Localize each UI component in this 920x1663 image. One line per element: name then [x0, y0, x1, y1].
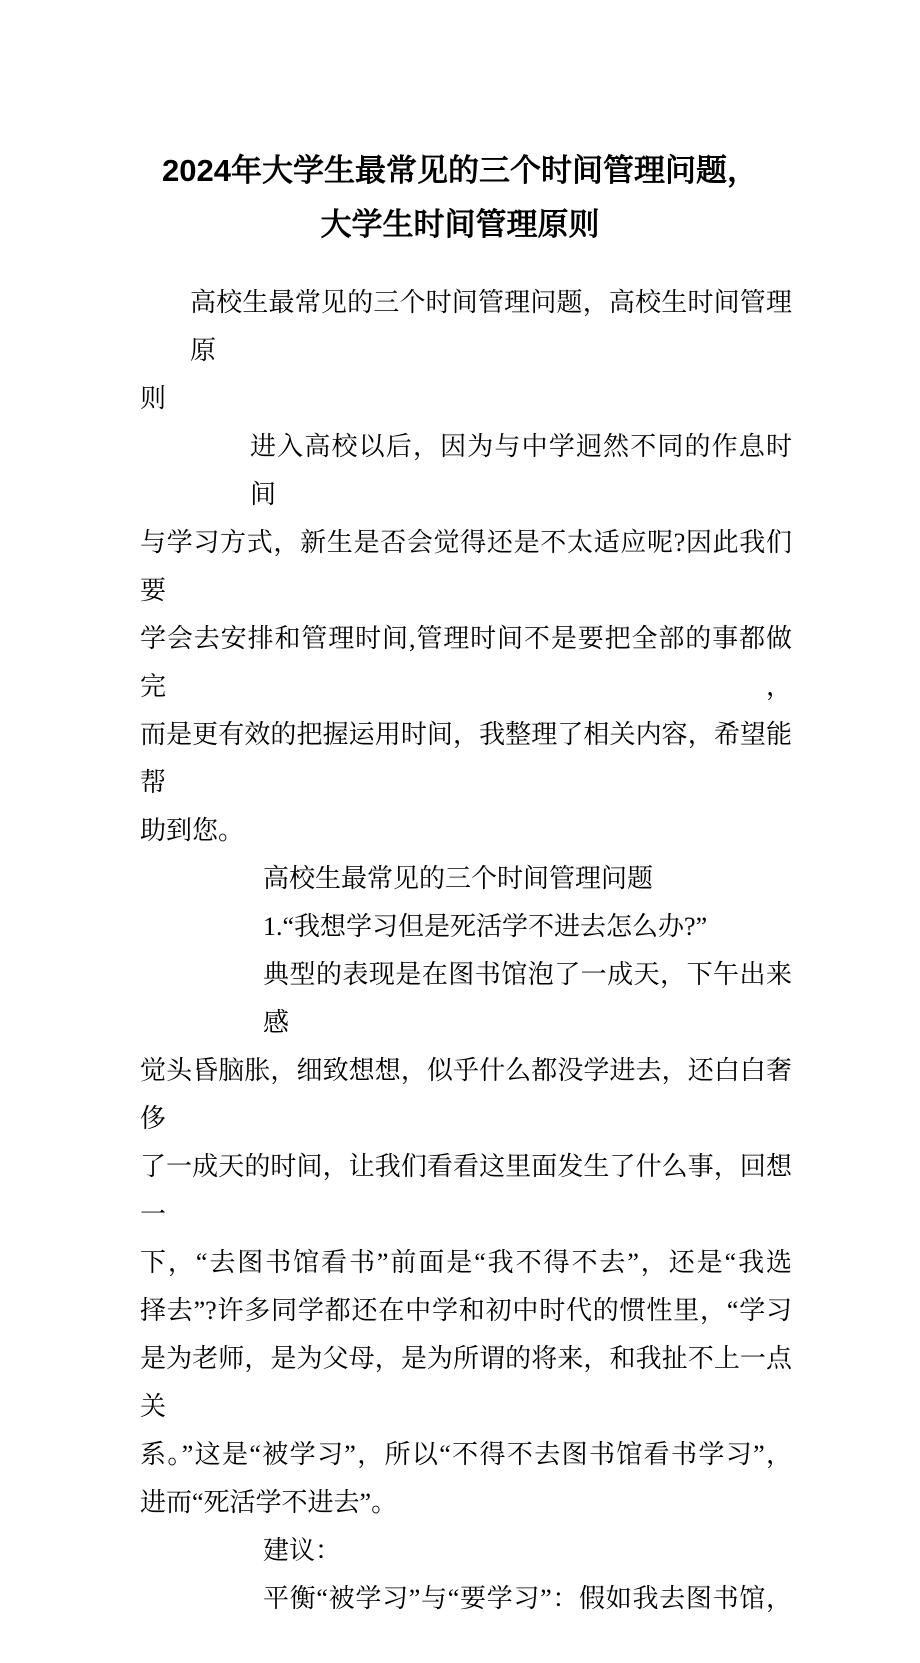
text-line: 建议： — [263, 1536, 342, 1565]
paragraph-explanation — [140, 951, 792, 1527]
section-heading — [140, 855, 792, 903]
paragraph-intro — [140, 423, 792, 855]
text-line: 了一成天的时间，让我们看看这里面发生了什么事，回想一 — [140, 1152, 792, 1229]
text-line: 进入高校以后，因为与中学迥然不同的作息时间 — [250, 432, 792, 509]
document-title-line-1: 2024年大学生最常见的三个时间管理问题， — [162, 153, 758, 188]
text-line: 而是更有效的把握运用时间，我整理了相关内容，希望能帮 — [140, 720, 792, 797]
text-line: 择去”?许多同学都还在中学和初中时代的惯性里，“学习 — [140, 1296, 792, 1325]
question-heading — [140, 903, 792, 951]
text-line: 则 — [140, 384, 167, 413]
text-line: 平衡“被学习”与“要学习”：假如我去图书馆， — [263, 1584, 792, 1613]
text-line: 觉头昏脑胀，细致想想，似乎什么都没学进去，还白白奢侈 — [140, 1056, 792, 1133]
text-line: 1.“我想学习但是死活学不进去怎么办?” — [263, 912, 708, 941]
text-line: 助到您。 — [140, 816, 245, 845]
suggestion-label — [140, 1527, 792, 1575]
document-body — [140, 279, 792, 1623]
text-line: 系。”这是“被学习”，所以“不得不去图书馆看书学习”， — [140, 1440, 792, 1469]
text-line: 下，“去图书馆看书”前面是“我不得不去”，还是“我选 — [140, 1248, 792, 1277]
text-line: 学会去安排和管理时间,管理时间不是要把全部的事都做完， — [140, 624, 792, 701]
text-line: 与学习方式，新生是否会觉得还是不太适应呢?因此我们要 — [140, 528, 792, 605]
text-line: 是为老师，是为父母，是为所谓的将来，和我扯不上一点关 — [140, 1344, 792, 1421]
document-title-line-2: 大学生时间管理原则 — [320, 207, 600, 242]
text-line: 高校生最常见的三个时间管理问题，高校生时间管理原 — [190, 288, 792, 365]
text-line: 进而“死活学不进去”。 — [140, 1488, 398, 1517]
text-line: 典型的表现是在图书馆泡了一成天，下午出来感 — [263, 960, 792, 1037]
paragraph-suggestion — [140, 1575, 792, 1623]
text-line: 高校生最常见的三个时间管理问题 — [263, 864, 654, 893]
paragraph-subtitle — [140, 279, 792, 423]
